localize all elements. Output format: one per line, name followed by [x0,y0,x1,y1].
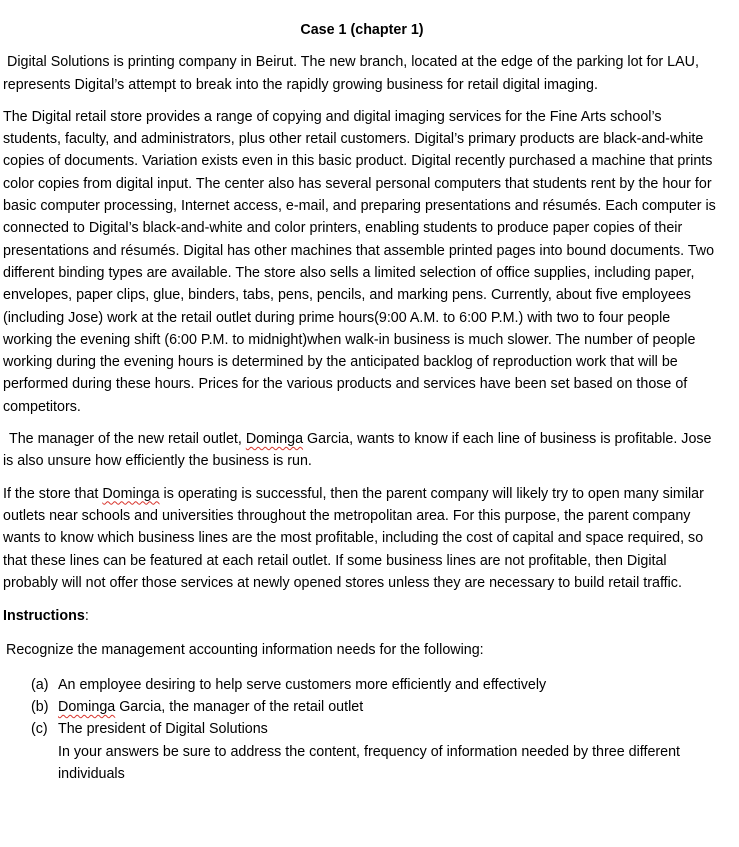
list-marker: (b) [31,699,49,716]
instructions-label: Instructions [3,608,85,625]
list-item-a [31,674,721,696]
paragraph-expansion-text-after: is operating is successful, then the parent company will likely try to open many similar outlets near schools and universities throughout the metropolitan area. For this purpose, the parent company wants to know which business lines are the most profitable, including the cost of capital and space required, so that these lines can be featured at each retail outlet. If some business lines are not profitable, then Digital probably will not offer those services at newly opened stores unless they are necessary to build retail traffic. [3,485,704,591]
list-item-b [31,696,721,718]
spellcheck-word-dominga: Dominga [58,699,116,716]
list-item-text: The president of Digital Solutions [58,721,268,738]
instructions-colon: : [84,608,89,625]
list-note: In your answers be sure to address the content, frequency of information needed by three different individuals [58,743,681,782]
list-marker: (a) [31,676,49,693]
instructions-heading [3,605,721,627]
list-item-text-rest: Garcia, the manager of the retail outlet [115,699,364,716]
instructions-list [3,674,721,785]
document-page [3,0,721,785]
paragraph-expansion-text-before: If the store that [3,485,103,502]
list-item-c [31,718,721,740]
instructions-text: Recognize the management accounting information needs for the following: [6,642,484,659]
list-marker: (c) [31,721,48,738]
paragraph-store-description: The Digital retail store provides a range of copying and digital imaging services for the Fine Arts school’s students, faculty, and administrators, plus other retail customers. Digital’s primary products are black-and-white copies of documents. Variation exists even in this basic product. Digital recently purchased a machine that prints color copies from digital input. The center also has several personal computers that students rent by the hour for basic computer processing, Internet access, e-mail, and preparing presentations and résumés. Each computer is connected to Digital’s black-and-white and color printers, enabling students to produce paper copies of their presentations and résumés. Digital has other machines that assemble printed pages into bound documents. Two different binding types are available. The store also sells a limited selection of office supplies, including paper, envelopes, paper clips, glue, binders, tabs, pens, pencils, and marking pens. Currently, about five employees (including Jose) work at the retail outlet during prime hours(9:00 A.M. to 6:00 P.M.) with two to four people working the evening shift (6:00 P.M. to midnight)when walk-in business is much slower. The number of people working during the evening hours is determined by the anticipated backlog of reproduction work that will be performed during these hours. Prices for the various products and services have been set based on those of competitors. [3,108,716,415]
list-item-text: An employee desiring to help serve customers more efficiently and effectively [58,676,547,693]
list-item-text [58,696,363,718]
paragraph-manager-text-before: The manager of the new retail outlet, [9,431,246,448]
paragraph-manager-text-after: Garcia, wants to know if each line of business is profitable. Jose is also unsure how efficiently the business is run. [3,431,712,470]
spellcheck-word-dominga: Dominga [245,431,304,448]
spellcheck-word-dominga: Dominga [102,485,160,502]
document-title: Case 1 (chapter 1) [300,22,424,38]
paragraph-manager [3,428,721,473]
paragraph-intro: Digital Solutions is printing company in Beirut. The new branch, located at the edge of the parking lot for LAU, represents Digital’s attempt to break into the rapidly growing business for retail digital imaging. [3,54,699,93]
paragraph-expansion [3,483,721,594]
